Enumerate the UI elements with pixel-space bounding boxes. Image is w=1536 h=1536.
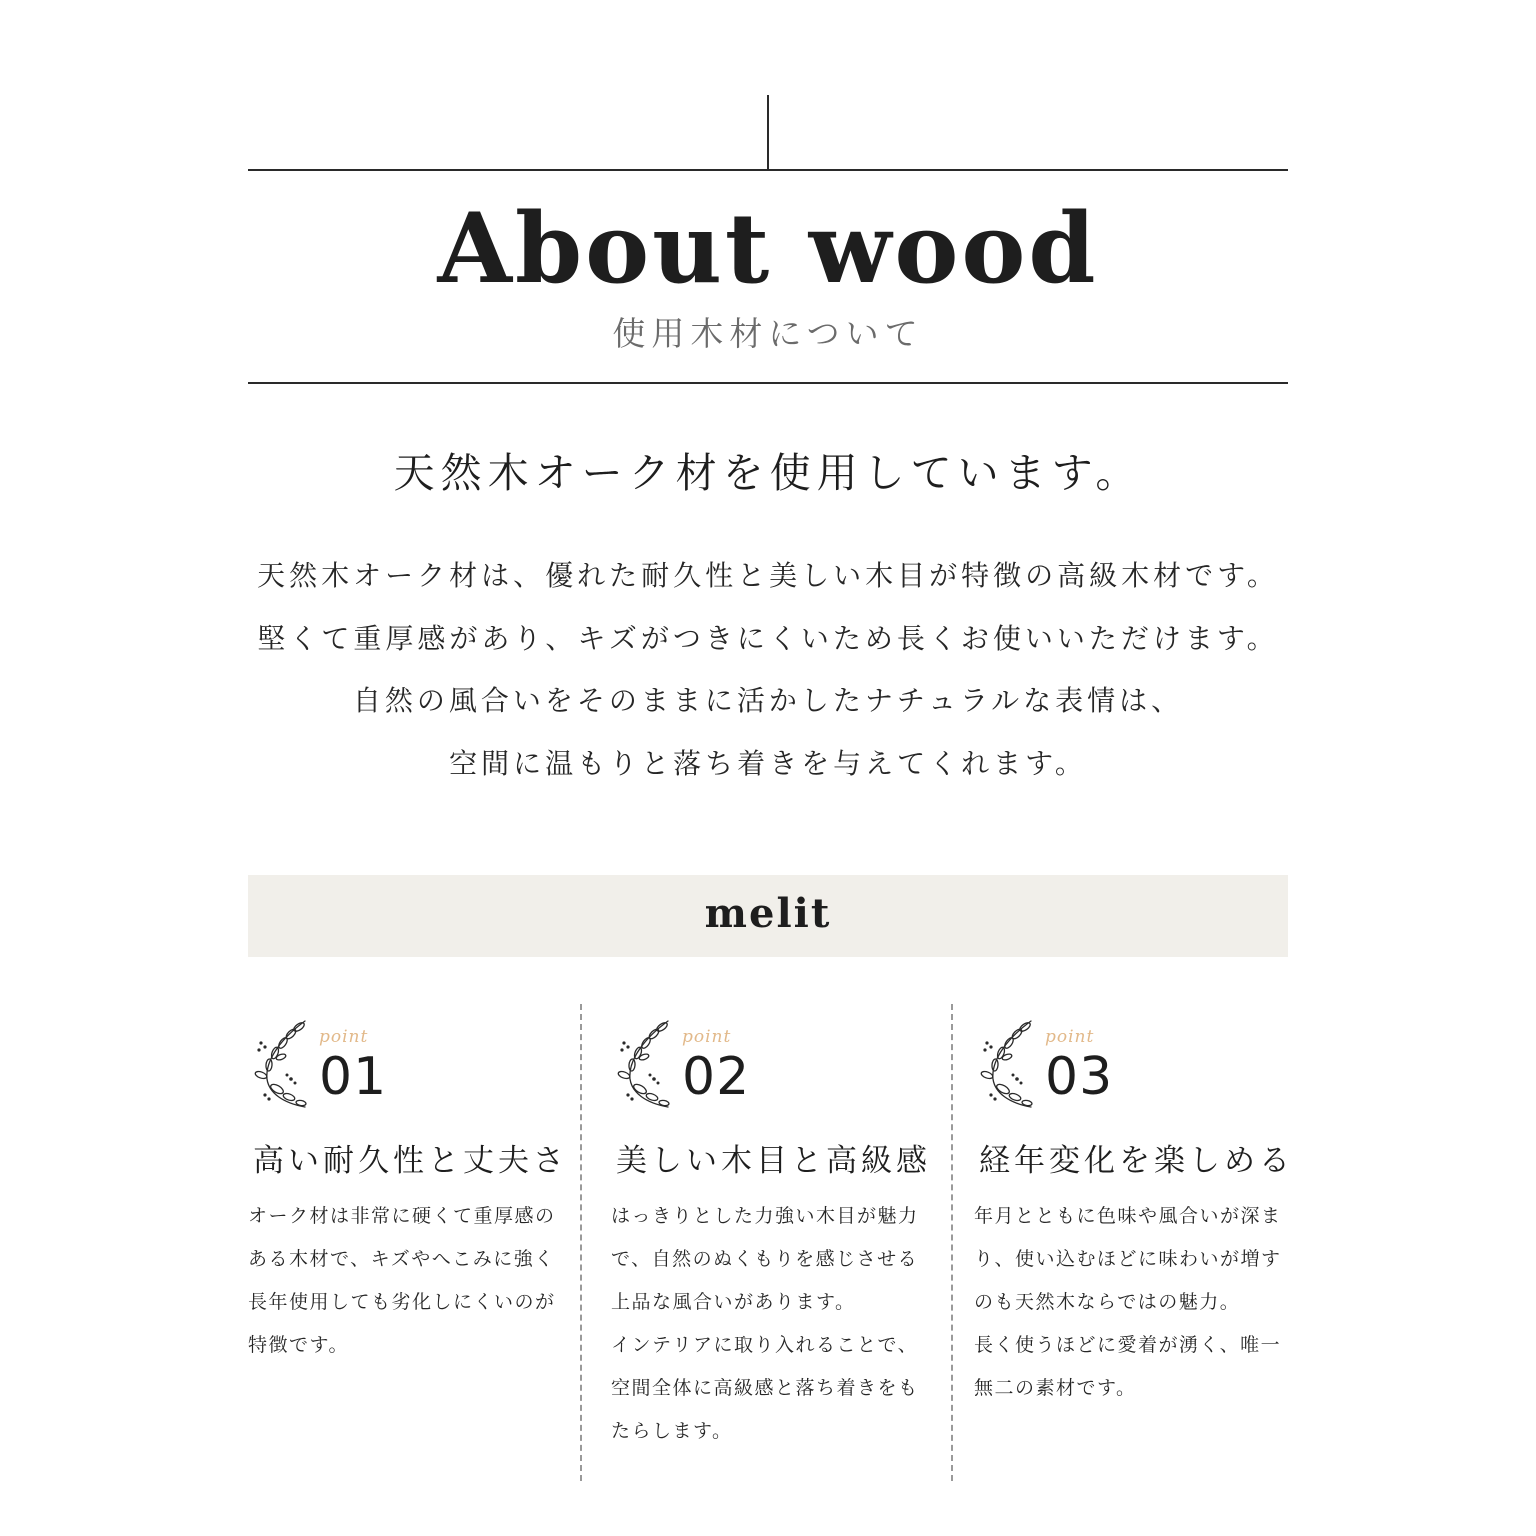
description-line: 無二の素材です。 [974,1377,1137,1399]
page-title: About wood [437,192,1099,305]
header-bottom-rule [248,382,1288,384]
point-badge-1 [253,1017,573,1127]
point-number: 01 [319,1047,388,1107]
point-label: point [682,1027,732,1047]
column-divider [580,1004,582,1481]
column-divider [951,1004,953,1481]
description-line: ある木材で、キズやへこみに強く [248,1248,555,1270]
point-description [611,1195,931,1453]
point-label: point [319,1027,369,1047]
description-line: り、使い込むほどに味わいが増す [974,1248,1282,1270]
point-description [248,1195,568,1367]
point-title: 美しい木目と高級感 [616,1143,931,1179]
brand-label: melit [704,890,832,937]
laurel-wreath-icon [979,1017,1047,1109]
body-line: 天然木オーク材は、優れた耐久性と美しい木目が特徴の高級木材です。 [257,559,1279,592]
body-paragraph [200,545,1336,795]
point-number: 02 [682,1047,751,1107]
description-line: 上品な風合いがあります。 [611,1291,856,1313]
point-number: 03 [1045,1047,1114,1107]
point-description [974,1195,1294,1410]
description-line: 空間全体に高級感と落ち着きをも [611,1377,919,1399]
description-line: インテリアに取り入れることで、 [611,1334,919,1356]
laurel-wreath-icon [616,1017,684,1109]
description-line: 長く使うほどに愛着が湧く、唯一 [974,1334,1282,1356]
top-vertical-rule [767,95,769,170]
body-line: 自然の風合いをそのままに活かしたナチュラルな表情は、 [352,684,1184,717]
point-title: 経年変化を楽しめる [979,1143,1294,1179]
description-line: 長年使用しても劣化しにくいのが [248,1291,556,1313]
description-line: 年月とともに色味や風合いが深ま [974,1205,1282,1227]
point-badge-2 [616,1017,936,1127]
laurel-wreath-icon [253,1017,321,1109]
lead-heading: 天然木オーク材を使用しています。 [393,449,1143,497]
point-title: 高い耐久性と丈夫さ [253,1143,568,1179]
point-badge-3 [979,1017,1299,1127]
description-line: 特徴です。 [248,1334,349,1356]
page-subtitle: 使用木材について [612,314,924,353]
description-line: はっきりとした力強い木目が魅力 [611,1205,919,1227]
description-line: オーク材は非常に硬くて重厚感の [248,1205,556,1227]
description-line: で、自然のぬくもりを感じさせる [611,1248,919,1270]
description-line: のも天然木ならではの魅力。 [974,1291,1241,1313]
body-line: 堅くて重厚感があり、キズがつきにくいため長くお使いいただけます。 [257,621,1279,655]
body-line: 空間に温もりと落ち着きを与えてくれます。 [449,746,1087,780]
top-horizontal-rule [248,169,1288,171]
point-label: point [1045,1027,1095,1047]
description-line: たらします。 [611,1420,733,1442]
